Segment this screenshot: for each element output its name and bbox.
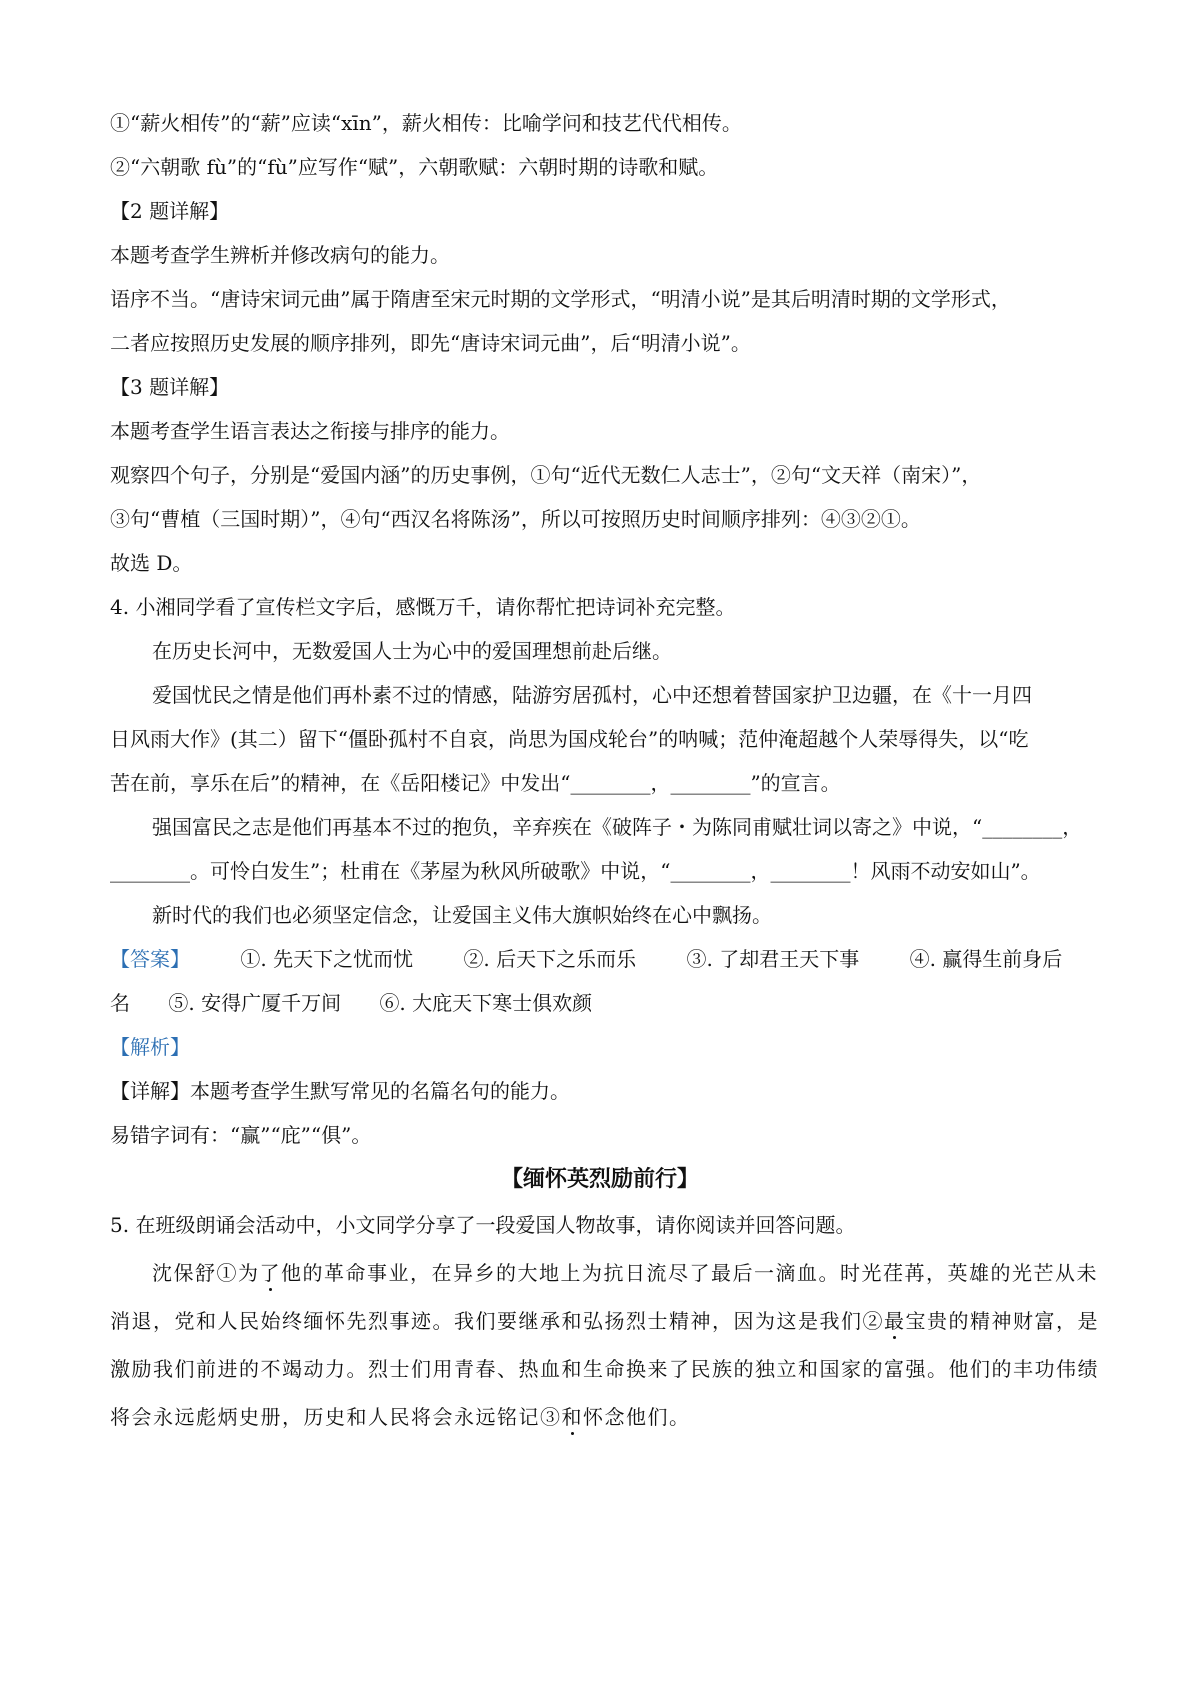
answer-item-6: ⑥. 大庇天下寒士俱欢颜 — [379, 991, 593, 1015]
q3-heading: 【3 题详解】 — [110, 375, 230, 399]
q4-para-1: 在历史长河中，无数爱国人士为心中的爱国理想前赴后继。 — [152, 639, 672, 663]
q2-line-1: 本题考查学生辨析并修改病句的能力。 — [110, 243, 450, 267]
answer-item-2: ②. 后天下之乐而乐 — [463, 947, 637, 971]
q2-heading: 【2 题详解】 — [110, 199, 230, 223]
analysis-label: 【解析】 — [110, 1035, 190, 1059]
q4-para-2a: 爱国忧民之情是他们再朴素不过的情感，陆游穷居孤村，心中还想着替国家护卫边疆，在《十一月四 — [152, 683, 1032, 707]
q2-line-3: 二者应按照历史发展的顺序排列，即先“唐诗宋词元曲”，后“明清小说”。 — [110, 331, 751, 355]
answer-item-5: ⑤. 安得广厦千万间 — [168, 991, 342, 1015]
q3-line-3: ③句“曹植（三国时期）”，④句“西汉名将陈汤”，所以可按照历史时间顺序排列：④③②①。 — [110, 507, 921, 531]
q4-answer-line-2 — [110, 988, 1100, 1018]
q5-passage-line-4 — [110, 1402, 1100, 1432]
q3-line-4: 故选 D。 — [110, 551, 193, 575]
answer-item-4-cont: 名 — [110, 991, 130, 1015]
q3-line-2: 观察四个句子，分别是“爱国内涵”的历史事例，①句“近代无数仁人志士”，②句“文天祥（南宋）”， — [110, 463, 982, 487]
answer-label: 【答案】 — [110, 947, 190, 971]
answer-item-4: ④. 赢得生前身后 — [909, 947, 1063, 971]
q5-p2-a: 消退，党和人民始终缅怀先烈事迹。我们要继承和弘扬烈士精神，因为这是我们② — [110, 1309, 884, 1333]
q5-p2-b: 宝贵的精神财富，是 — [905, 1309, 1099, 1333]
q4-para-3a: 强国富民之志是他们再基本不过的抱负，辛弃疾在《破阵子・为陈同甫赋壮词以寄之》中说，“________， — [152, 815, 1083, 839]
q5-p1-a: 沈保舒①为 — [152, 1261, 260, 1285]
q4-answer-line — [110, 944, 1100, 974]
answer-item-1: ①. 先天下之忧而忧 — [240, 947, 414, 971]
q5-passage-line-1 — [152, 1258, 1100, 1288]
q4-para-2b: 日风雨大作》(其二）留下“僵卧孤村不自哀，尚思为国戍轮台”的呐喊；范仲淹超越个人荣辱得失，以“吃 — [110, 727, 1029, 751]
q4-detail: 【详解】本题考查学生默写常见的名篇名句的能力。 — [110, 1079, 570, 1103]
answer-item-3: ③. 了却君王天下事 — [686, 947, 860, 971]
dotted-char-he: 和 — [561, 1405, 583, 1429]
q5-passage-line-2 — [110, 1306, 1100, 1336]
q3-line-1: 本题考查学生语言表达之衔接与排序的能力。 — [110, 419, 510, 443]
q4-para-2c: 苦在前，享乐在后”的精神，在《岳阳楼记》中发出“________，________”的宣言。 — [110, 771, 841, 795]
q5-question: 5. 在班级朗诵会活动中，小文同学分享了一段爱国人物故事，请你阅读并回答问题。 — [110, 1213, 856, 1237]
q5-p1-b: 他的革命事业，在异乡的大地上为抗日流尽了最后一滴血。时光荏苒，英雄的光芒从未 — [281, 1261, 1098, 1285]
q2-line-2: 语序不当。“唐诗宋词元曲”属于隋唐至宋元时期的文学形式，“明清小说”是其后明清时期的文学形式， — [110, 287, 1011, 311]
dotted-char-zui: 最 — [884, 1309, 906, 1333]
dotted-char-le: 了 — [259, 1261, 281, 1285]
q4-para-4: 新时代的我们也必须坚定信念，让爱国主义伟大旗帜始终在心中飘扬。 — [152, 903, 772, 927]
sec1-line-1: ①“薪火相传”的“薪”应读“xīn”，薪火相传：比喻学问和技艺代代相传。 — [110, 111, 742, 135]
q5-passage-line-3: 激励我们前进的不竭动力。烈士们用青春、热血和生命换来了民族的独立和国家的富强。他们的丰功伟绩 — [110, 1357, 1099, 1381]
q4-question: 4. 小湘同学看了宣传栏文字后，感慨万千，请你帮忙把诗词补充完整。 — [110, 595, 736, 619]
q5-p4-a: 将会永远彪炳史册，历史和人民将会永远铭记③ — [110, 1405, 562, 1429]
q4-para-3b: ________。可怜白发生”；杜甫在《茅屋为秋风所破歌》中说，“________，________！风雨不动安如山”。 — [110, 859, 1041, 883]
sec1-line-2: ②“六朝歌 fù”的“fù”应写作“赋”，六朝歌赋：六朝时期的诗歌和赋。 — [110, 155, 719, 179]
section-title: 【缅怀英烈励前行】 — [500, 1166, 699, 1192]
q4-errors: 易错字词有：“赢”“庇”“俱”。 — [110, 1123, 372, 1147]
q5-p4-b: 怀念他们。 — [583, 1405, 691, 1429]
